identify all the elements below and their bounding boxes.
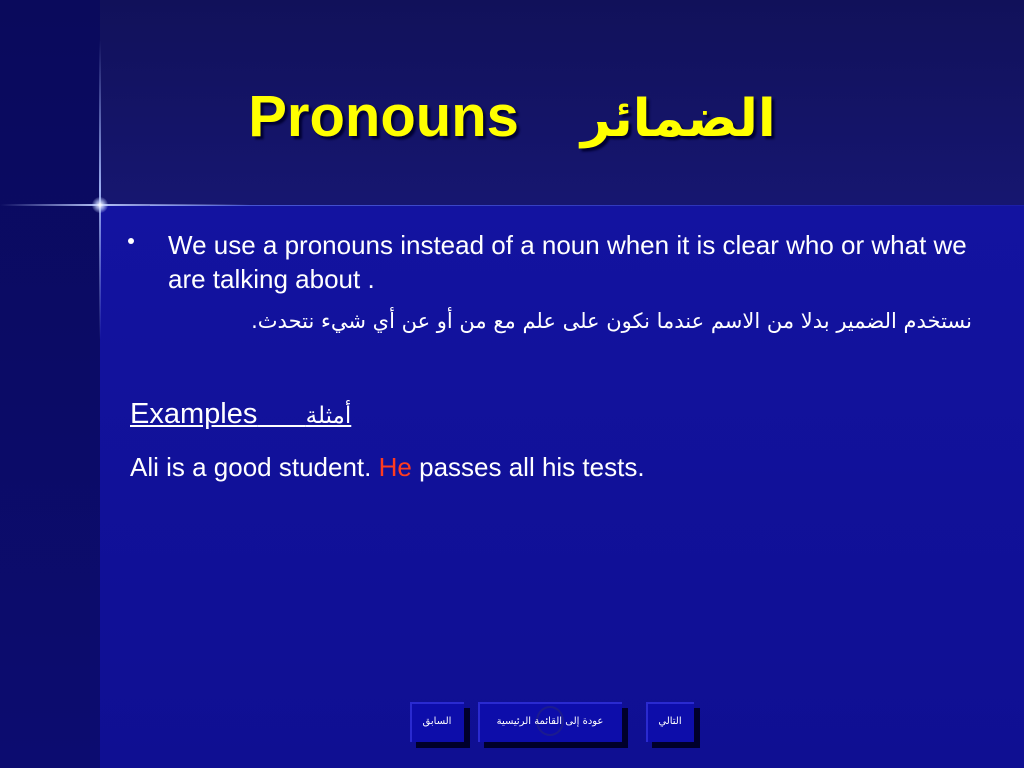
examples-heading: [130, 396, 351, 434]
slide-title: [0, 82, 1024, 154]
previous-button-label: السابق: [422, 716, 452, 727]
example-sentence: [130, 450, 645, 484]
bullet-text-arabic: نستخدم الضمير بدلا من الاسم عندما نكون على علم مع من أو عن أي شيء نتحدث.: [251, 309, 972, 333]
example-pronoun-highlight: He: [378, 452, 412, 482]
bullet-dot-icon: [128, 238, 134, 244]
example-sentence-end: passes all his tests.: [419, 452, 645, 482]
previous-button[interactable]: [410, 702, 464, 742]
bullet-text-english: We use a pronouns instead of a noun when it is clear who or what we are talking about .: [168, 230, 967, 294]
bullet-item: [128, 228, 978, 296]
light-flare-star-icon: [92, 197, 108, 213]
examples-heading-arabic: أمثلة: [305, 403, 352, 429]
next-button-label: التالي: [658, 716, 682, 727]
next-button[interactable]: [646, 702, 694, 742]
title-english: Pronouns: [248, 84, 519, 149]
main-menu-button[interactable]: [478, 702, 622, 742]
title-arabic: الضمائر: [580, 89, 776, 149]
example-sentence-start: Ali is a good student.: [130, 452, 372, 482]
main-menu-button-label: عودة إلى القائمة الرئيسية: [496, 716, 604, 727]
examples-heading-english: Examples: [130, 398, 258, 430]
light-flare-horizontal: [0, 204, 250, 206]
divider-line: [150, 205, 1024, 206]
